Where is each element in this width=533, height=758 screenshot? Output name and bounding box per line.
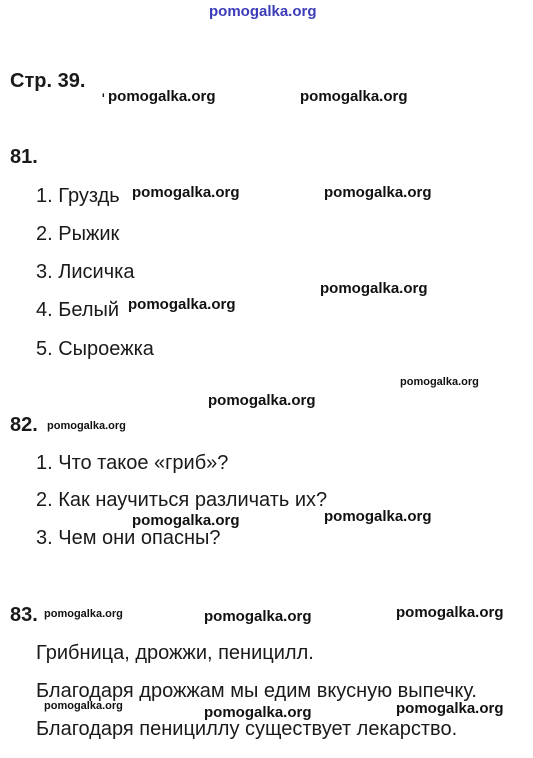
watermark: pomogalka.org — [396, 604, 504, 621]
task-82-item-1: 1. Что такое «гриб»? — [36, 452, 229, 474]
task-83-number: 83. — [10, 604, 38, 626]
watermark: pomogalka.org — [400, 376, 479, 388]
watermark: pomogalka.org — [208, 392, 316, 409]
page-heading: Стр. 39. — [10, 70, 86, 92]
task-81-item-2: 2. Рыжик — [36, 223, 120, 245]
watermark: pomogalka.org — [44, 608, 123, 620]
watermark: pomogalka.org — [204, 704, 312, 721]
watermark: pomogalka.org — [44, 700, 123, 712]
task-81-item-1: 1. Груздь — [36, 185, 120, 207]
watermark: pomogalka.org — [128, 296, 236, 313]
watermark: pomogalka.org — [47, 420, 126, 432]
watermark: pomogalka.org — [132, 512, 240, 529]
watermark: pomogalka.org — [132, 184, 240, 201]
watermark: pomogalka.org — [108, 88, 216, 105]
task-81-item-5: 5. Сыроежка — [36, 338, 154, 360]
task-83-line-2: Благодаря дрожжам мы едим вкусную выпечку. — [36, 680, 477, 702]
watermark: pomogalka.org — [204, 608, 312, 625]
heading-mark: ˌ — [100, 76, 107, 98]
task-81-number: 81. — [10, 146, 38, 168]
task-81-item-4: 4. Белый — [36, 299, 120, 321]
watermark-top: pomogalka.org — [209, 3, 317, 20]
watermark: pomogalka.org — [300, 88, 408, 105]
watermark: pomogalka.org — [320, 280, 428, 297]
task-82-item-3: 3. Чем они опасны? — [36, 527, 221, 549]
watermark: pomogalka.org — [324, 508, 432, 525]
task-82-number: 82. — [10, 414, 38, 436]
task-82-item-2: 2. Как научиться различать их? — [36, 489, 328, 511]
watermark: pomogalka.org — [324, 184, 432, 201]
task-83-line-3: Благодаря пенициллу существует лекарство. — [36, 718, 458, 740]
watermark: pomogalka.org — [396, 700, 504, 717]
task-81-item-3: 3. Лисичка — [36, 261, 135, 283]
task-83-line-1: Грибница, дрожжи, пеницилл. — [36, 642, 314, 664]
